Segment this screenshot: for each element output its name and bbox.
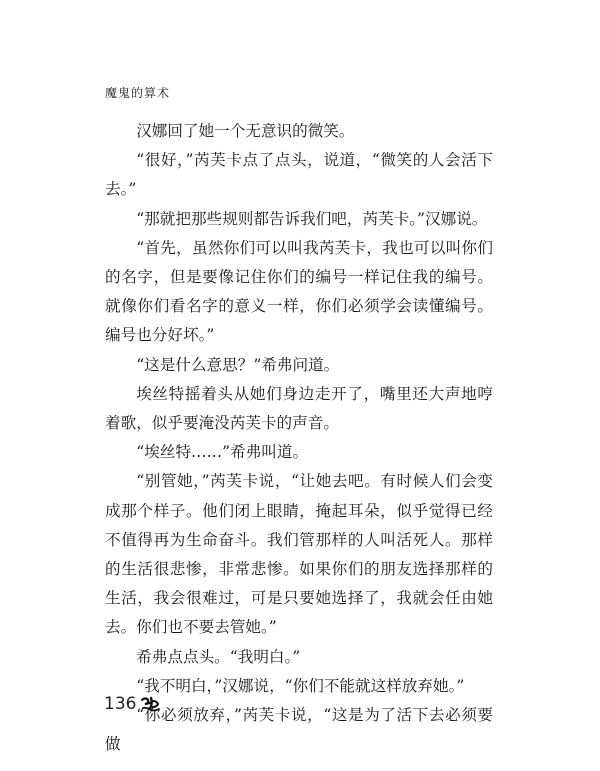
paragraph: “那就把那些规则都告诉我们吧，芮芙卡。”汉娜说。 (136, 209, 488, 228)
paragraph: “首先，虽然你们可以叫我芮芙卡，我也可以叫你们的名字，但是要像记住你们的编号一样记住我的编号。就像你们看名字的意义一样，你们必须学会读懂编号。编号也分好坏。” (105, 238, 493, 345)
body-text (105, 117, 493, 759)
page-number: 136 (104, 694, 137, 714)
paragraph: 埃丝特摇着头从她们身边走开了，嘴里还大声地哼着歌，似乎要淹没芮芙卡的声音。 (105, 384, 493, 433)
paragraph: “你必须放弃，”芮芙卡说，“这是为了活下去必须要做 (105, 706, 493, 754)
paragraph: 汉娜回了她一个无意识的微笑。 (136, 122, 355, 140)
running-head: 魔鬼的算术 (105, 86, 171, 100)
paragraph: “我不明白，”汉娜说，“你们不能就这样放弃她。” (136, 676, 465, 695)
paragraph: “这是什么意思？”希弗问道。 (136, 355, 340, 374)
paragraph: “埃丝特……”希弗叫道。 (136, 443, 309, 462)
paragraph: “很好，”芮芙卡点了点头，说道，“微笑的人会活下去。” (105, 151, 493, 199)
brush-stroke-icon (139, 695, 161, 713)
folio (104, 694, 161, 714)
paragraph: “别管她，”芮芙卡说，“让她去吧。有时候人们会变成那个样子。他们闭上眼睛，掩起耳朵，似乎觉得已经不值得再为生命奋斗。我们管那样的人叫活死人。那样的生活很悲惨，非常悲惨。如果你们的朋友选择那样的生活，我会很难过，可是只要她选择了，我就会任由她去。你们也不要去管她。” (105, 472, 493, 637)
paragraph: 希弗点点头。“我明白。” (136, 647, 301, 666)
